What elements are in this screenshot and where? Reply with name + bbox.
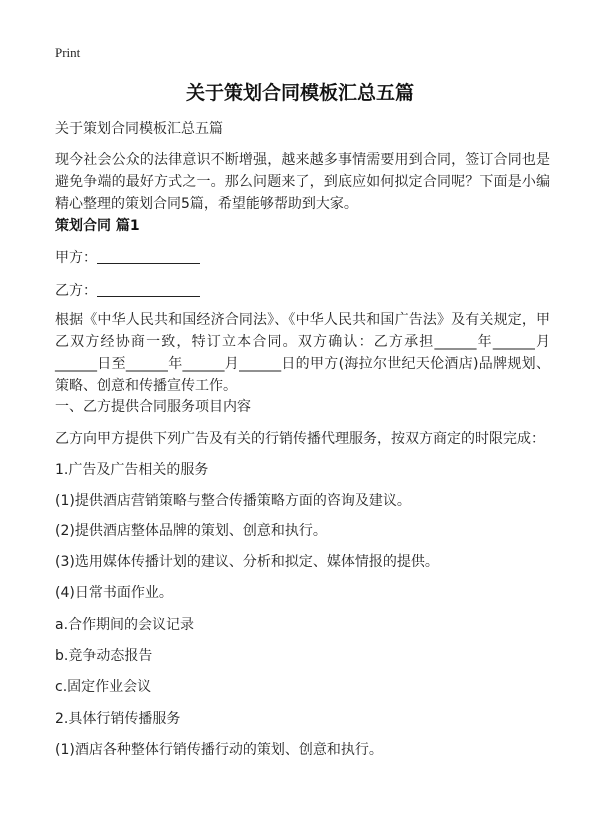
party-a-blank xyxy=(97,249,200,264)
list-subitem: b.竞争动态报告 xyxy=(55,648,153,664)
list-item: (2)提供酒店整体品牌的策划、创意和执行。 xyxy=(55,523,327,539)
list-item: (1)提供酒店营销策略与整合传播策略方面的咨询及建议。 xyxy=(55,493,411,509)
document-title: 关于策划合同模板汇总五篇 xyxy=(185,82,414,104)
party-b-row xyxy=(55,280,555,302)
basis-paragraph: 根据《中华人民共和国经济合同法》、《中华人民共和国广告法》及有关规定，甲乙双方经协商一致，特订立本合同。双方确认：乙方承担______年______月______日至______年______月______日的甲方(海拉尔世纪天伦酒店)品牌规划、策略、创意和传播宣传工作。 xyxy=(55,312,550,394)
list-subitem: c.固定作业会议 xyxy=(55,679,152,695)
party-b-label: 乙方： xyxy=(55,283,97,299)
document-subtitle: 关于策划合同模板汇总五篇 xyxy=(55,121,223,137)
item-heading: 2.具体行销传播服务 xyxy=(55,711,181,727)
party-a-row xyxy=(55,247,555,269)
list-subitem: a.合作期间的会议记录 xyxy=(55,617,195,633)
clause-intro: 乙方向甲方提供下列广告及有关的行销传播代理服务，按双方商定的时限完成： xyxy=(55,431,545,447)
item-heading: 1.广告及广告相关的服务 xyxy=(55,462,209,478)
list-item: (3)选用媒体传播计划的建议、分析和拟定、媒体情报的提供。 xyxy=(55,554,439,570)
list-item: (1)酒店各种整体行销传播行动的策划、创意和执行。 xyxy=(55,742,383,758)
party-a-label: 甲方： xyxy=(55,250,97,266)
party-b-blank xyxy=(97,282,200,297)
intro-paragraph: 现今社会公众的法律意识不断增强，越来越多事情需要用到合同，签订合同也是避免争端的最好方式之一。那么问题来了，到底应如何拟定合同呢？下面是小编精心整理的策划合同5篇，希望能够帮助到大家。 xyxy=(55,152,550,212)
list-item: (4)日常书面作业。 xyxy=(55,585,173,601)
section-heading: 策划合同 篇1 xyxy=(55,218,140,234)
print-link[interactable]: Print xyxy=(55,45,81,60)
clause-heading: 一、乙方提供合同服务项目内容 xyxy=(55,399,251,415)
